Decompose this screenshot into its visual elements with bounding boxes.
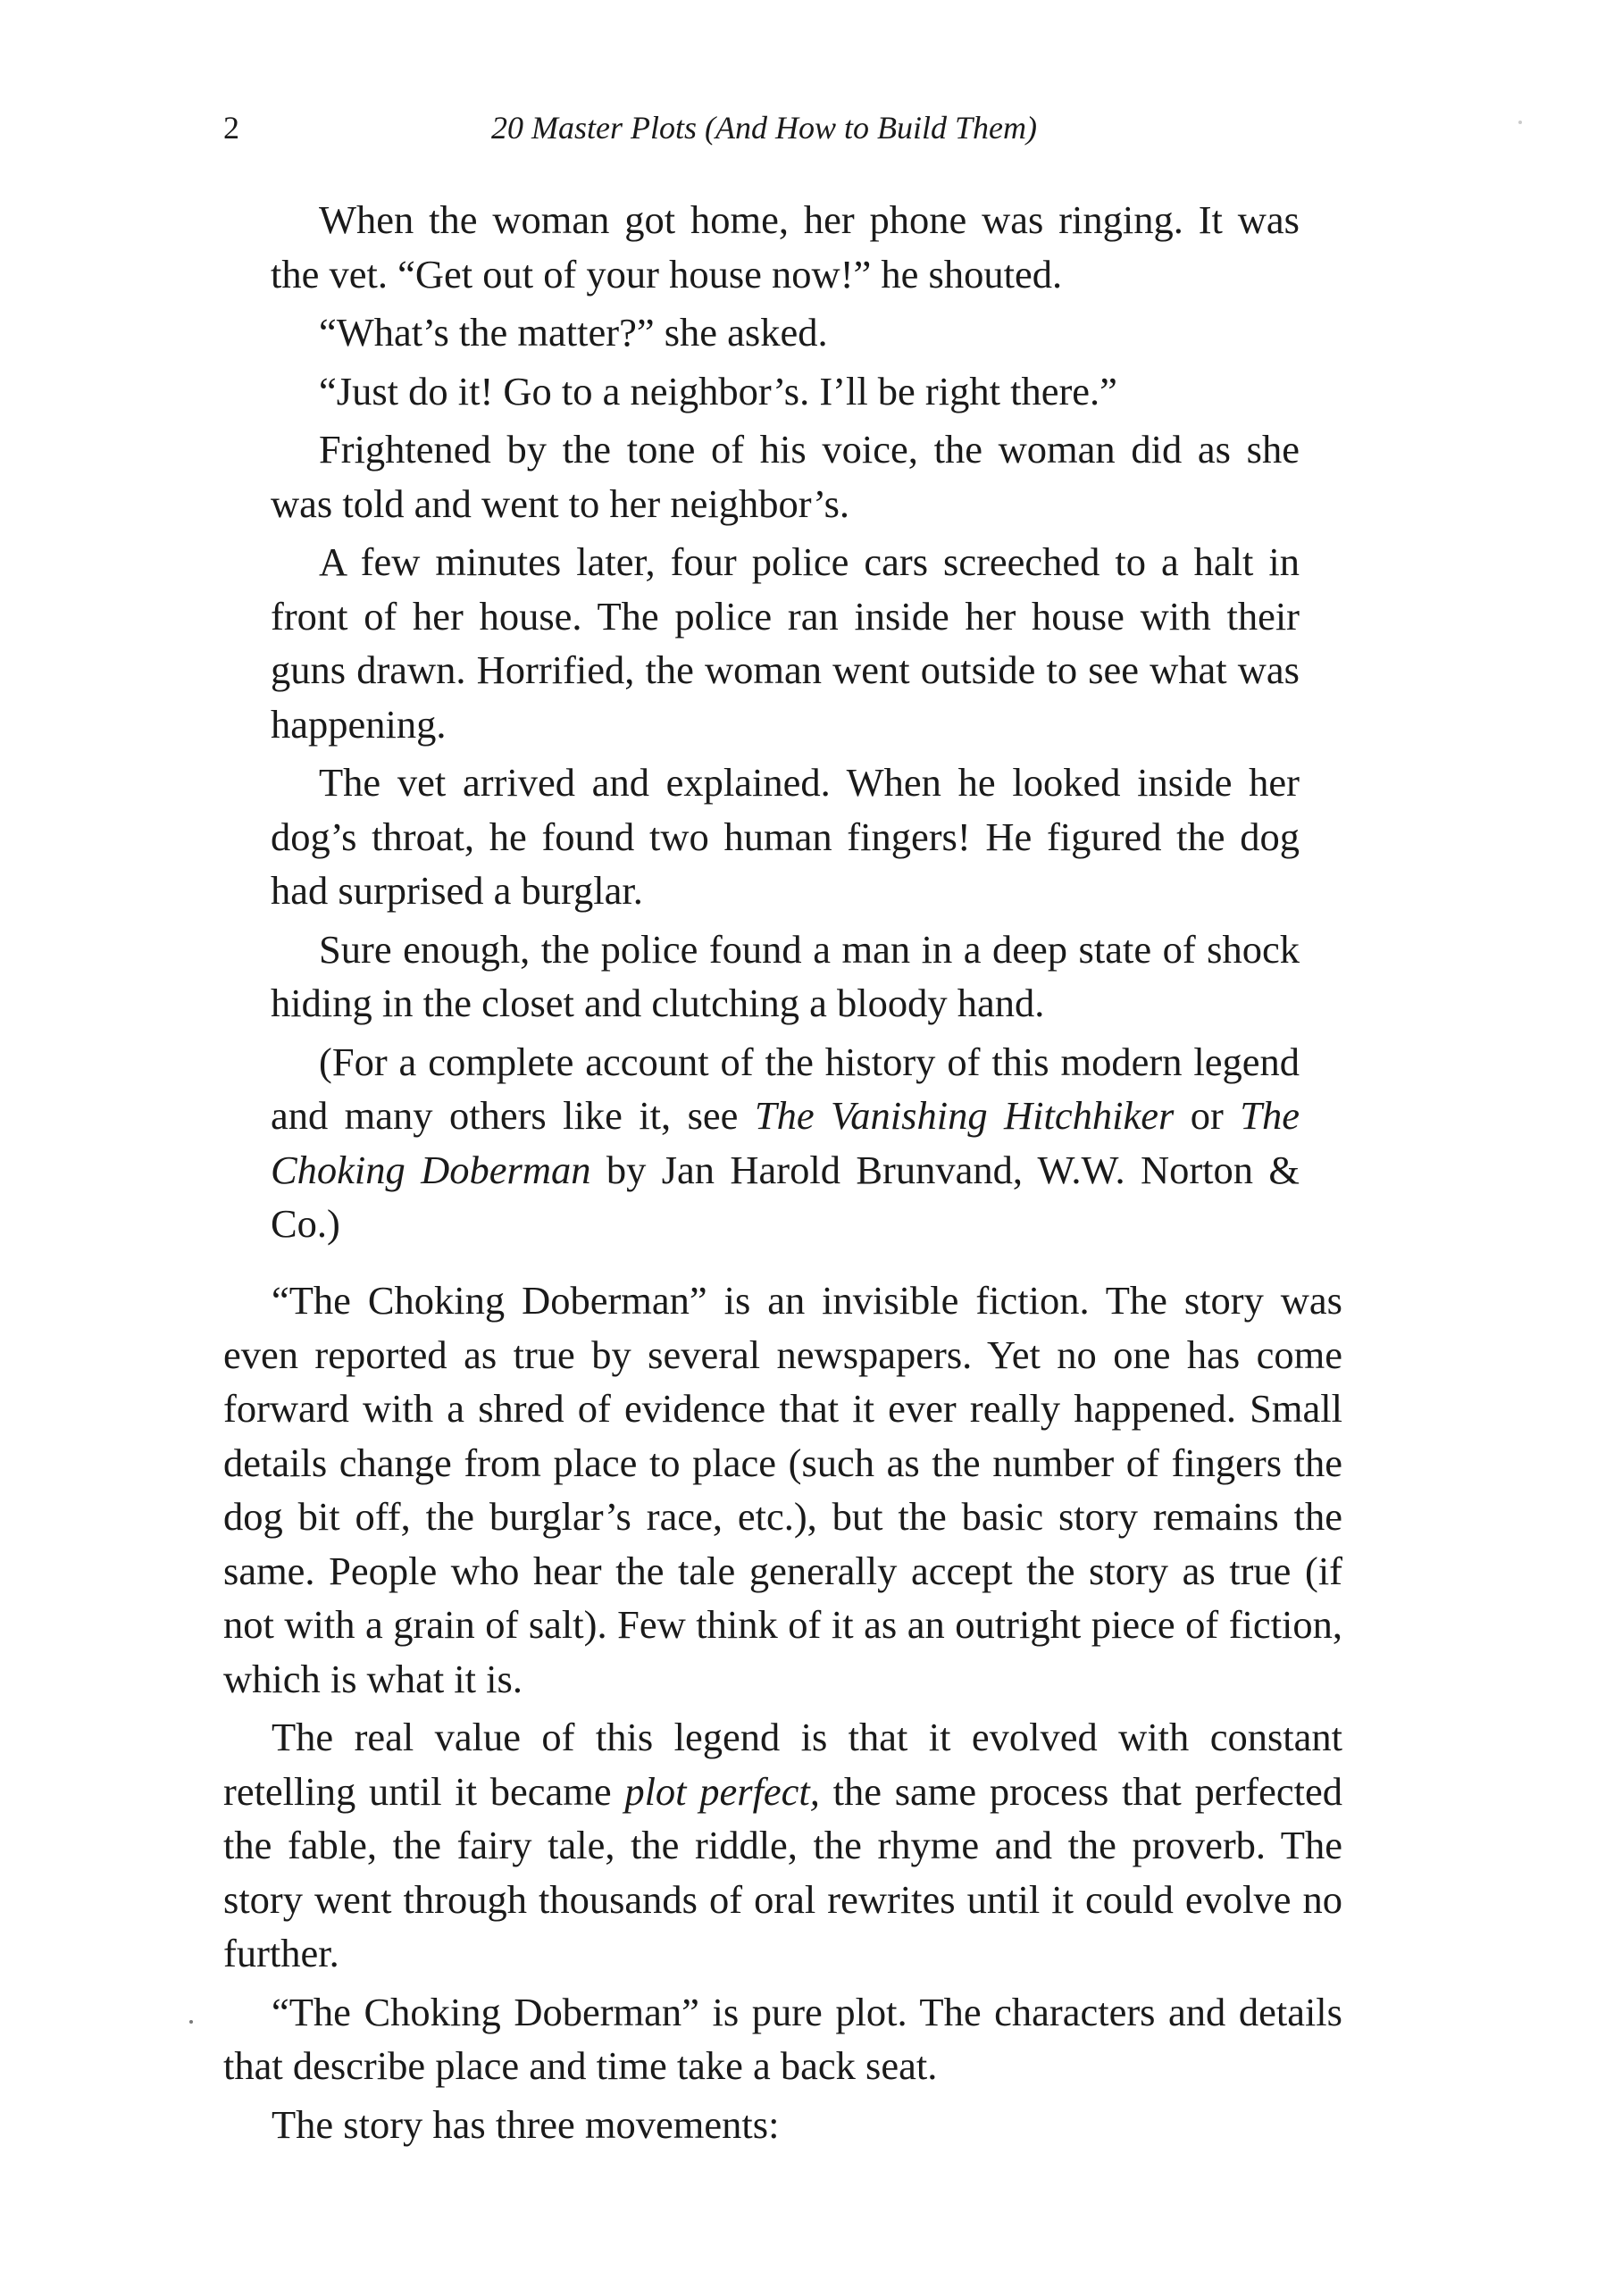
excerpt-paragraph: Sure enough, the police found a man in a deep state of shock hiding in the closet and clutching a bloody hand.	[271, 926, 1300, 1025]
scan-speck	[189, 2020, 193, 2024]
commentary-paragraph: “The Choking Doberman” is an invisible fiction. The story was even reported as true by several newspapers. Yet no one has come forward with a shred of evidence that it ever really happened. Small details change from place to place (such as the number of fingers the dog bit off, the burglar’s race, etc.), but the basic story remains the same. People who hear the tale generally accept the story as true (if not with a grain of salt). Few think of it as an outright piece of fiction, which is what it is.	[223, 1278, 1342, 1701]
page-number: 2	[223, 110, 239, 146]
citation-text: by Jan Harold Brunvand, W.W. Norton & Co.)	[271, 1147, 1300, 1246]
citation-text: or	[1174, 1093, 1241, 1138]
excerpt-paragraph: “Just do it! Go to a neighbor’s. I’ll be right there.”	[319, 368, 1117, 413]
commentary-text: the same process that perfected the fable, the fairy tale, the riddle, the rhyme and the proverb. The story went through thousands of oral rewrites until it could evolve no further.	[223, 1768, 1342, 1975]
commentary-paragraph: The story has three movements:	[272, 2101, 780, 2147]
book-reference-title: The Vanishing Hitchhiker	[754, 1093, 1175, 1138]
scan-speck	[1518, 121, 1522, 124]
book-reference-title: The Choking Doberman	[271, 1093, 1300, 1192]
excerpt-paragraph: “What’s the matter?” she asked.	[319, 310, 828, 355]
citation-paragraph	[271, 1035, 1300, 1251]
citation-text: (For a complete account of the history of this modern legend and many others like it, see	[271, 1039, 1300, 1138]
excerpt-paragraph: A few minutes later, four police cars screeched to a halt in front of her house. The police ran inside her house with their guns drawn. Horrified, the woman went outside to see what was happening.	[271, 539, 1300, 747]
book-title: 20 Master Plots (And How to Build Them)	[491, 110, 1037, 146]
commentary	[223, 1273, 1342, 2151]
commentary-text: The real value of this legend is that it evolved with constant retelling until it became	[223, 1715, 1342, 1814]
commentary-paragraph	[223, 1710, 1342, 1981]
story-excerpt	[271, 193, 1300, 1251]
running-head	[0, 105, 1597, 150]
excerpt-paragraph: Frightened by the tone of his voice, the woman did as she was told and went to her neighbor’s.	[271, 427, 1300, 526]
excerpt-paragraph: The vet arrived and explained. When he looked inside her dog’s throat, he found two human fingers! He figured the dog had surprised a burglar.	[271, 760, 1300, 913]
commentary-paragraph: “The Choking Doberman” is pure plot. The characters and details that describe place and time take a back seat.	[223, 1989, 1342, 2088]
emphasis: plot perfect,	[624, 1768, 820, 1814]
excerpt-paragraph: When the woman got home, her phone was ringing. It was the vet. “Get out of your house now!” he shouted.	[271, 197, 1300, 296]
